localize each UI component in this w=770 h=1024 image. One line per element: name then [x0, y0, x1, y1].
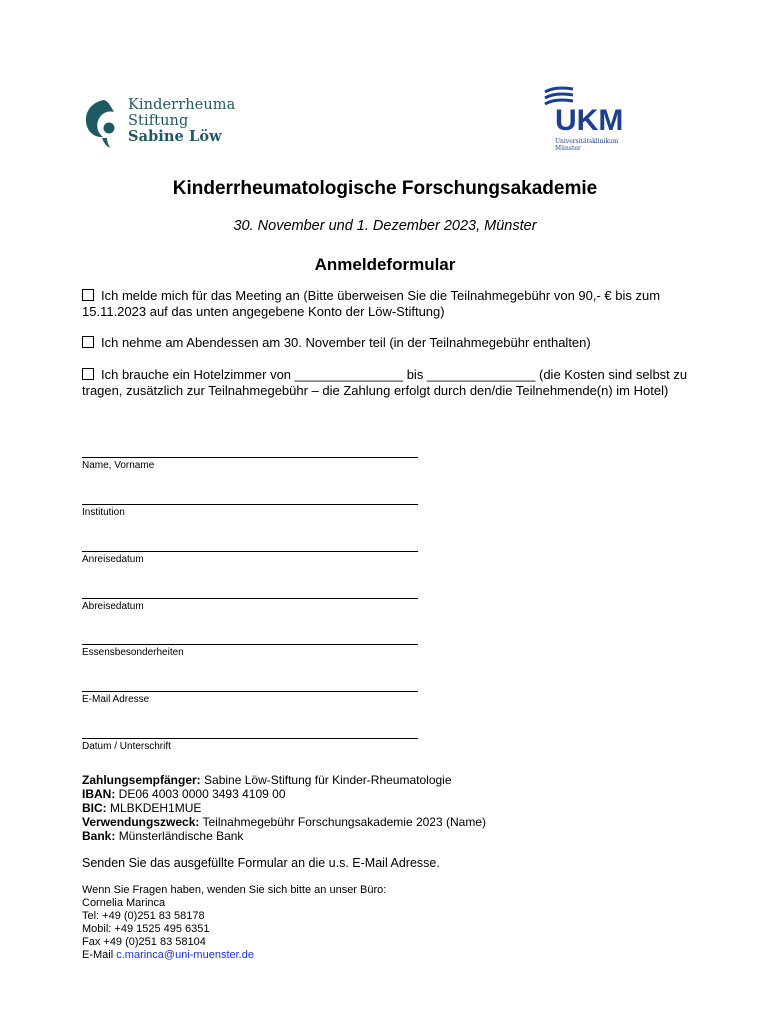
- option-hotel-text: Ich brauche ein Hotelzimmer von _______________ bis _______________ (die Kosten sind selbst zu tragen, zusätzlich zur Teilnahmegebühr – die Zahlung erfolgt durch den/die Teilnehmende(n) im Hotel): [82, 367, 688, 398]
- payment-purpose-value: Teilnahmegebühr Forschungsakademie 2023 (Name): [202, 815, 486, 829]
- logo-line-3: Sabine Löw: [128, 128, 222, 145]
- payment-purpose-label: Verwendungszweck:: [82, 815, 200, 829]
- payment-recipient: [82, 773, 702, 787]
- contact-name: Cornelia Marinca: [82, 897, 166, 909]
- field-signature: [82, 738, 418, 752]
- logo-line-1: Kinderrheuma: [128, 97, 236, 113]
- signature-input-line[interactable]: [82, 738, 418, 739]
- ukm-sub-line-1: Universitätsklinikum: [555, 138, 619, 145]
- payment-bank: [82, 829, 702, 843]
- field-label: Anreisedatum: [82, 554, 144, 565]
- contact-intro: Wenn Sie Fragen haben, wenden Sie sich bitte an unser Büro:: [82, 884, 387, 896]
- institution-input-line[interactable]: [82, 504, 418, 505]
- ukm-sub-line-2: Münster: [555, 145, 581, 152]
- payment-recipient-label: Zahlungsempfänger:: [82, 773, 201, 787]
- field-name: [82, 457, 418, 471]
- dietary-input-line[interactable]: [82, 644, 418, 645]
- contact-fax: Fax +49 (0)251 83 58104: [82, 936, 206, 948]
- email-input-line[interactable]: [82, 691, 418, 692]
- option-hotel: [82, 367, 692, 399]
- payment-iban-value: DE06 4003 0000 3493 4109 00: [118, 787, 286, 801]
- payment-iban-label: IBAN:: [82, 787, 116, 801]
- payment-bic: [82, 801, 702, 815]
- contact-mobile: Mobil: +49 1525 495 6351: [82, 923, 210, 935]
- payment-bank-label: Bank:: [82, 829, 116, 843]
- ukm-wordmark: UKM: [555, 104, 624, 137]
- option-meeting-text: Ich melde mich für das Meeting an (Bitte überweisen Sie die Teilnahmegebühr von 90,- € bis zum 15.11.2023 auf das unten angegebene Konto der Löw-Stiftung): [82, 288, 661, 319]
- contact-email-row: [82, 949, 386, 962]
- field-label: E-Mail Adresse: [82, 694, 150, 705]
- contact-email-label: E-Mail: [82, 949, 114, 961]
- dinner-checkbox[interactable]: [82, 336, 94, 348]
- name-input-line[interactable]: [82, 457, 418, 458]
- field-departure: [82, 598, 418, 612]
- payment-bic-label: BIC:: [82, 801, 107, 815]
- page-title: Kinderrheumatologische Forschungsakademie: [172, 178, 598, 199]
- payment-purpose: [82, 815, 702, 829]
- contact-tel: Tel: +49 (0)251 83 58178: [82, 910, 205, 922]
- field-label: Name, Vorname: [82, 460, 155, 471]
- send-note: Senden Sie das ausgefüllte Formular an die u.s. E-Mail Adresse.: [82, 856, 440, 870]
- payment-info: [82, 773, 702, 843]
- contact-email-link[interactable]: c.marinca@uni-muenster.de: [116, 949, 254, 961]
- field-institution: [82, 504, 418, 518]
- payment-recipient-value: Sabine Löw-Stiftung für Kinder-Rheumatologie: [204, 773, 452, 787]
- kinderrheuma-logo: [82, 98, 242, 150]
- event-date: 30. November und 1. Dezember 2023, Münster: [233, 218, 537, 234]
- hotel-checkbox[interactable]: [82, 368, 94, 380]
- kinderrheuma-logo-mark-icon: [82, 98, 126, 150]
- logo-line-2: Stiftung: [128, 112, 189, 129]
- field-label: Datum / Unterschrift: [82, 741, 171, 752]
- field-label: Institution: [82, 507, 125, 518]
- payment-bic-value: MLBKDEH1MUE: [110, 801, 202, 815]
- form-title: Anmeldeformular: [314, 255, 456, 274]
- option-meeting: [82, 288, 692, 320]
- field-label: Essensbesonderheiten: [82, 647, 184, 658]
- field-email: [82, 691, 418, 705]
- contact-block: [82, 884, 386, 962]
- payment-bank-value: Münsterländische Bank: [118, 829, 244, 843]
- option-dinner: [82, 335, 692, 351]
- ukm-logo: [541, 86, 631, 154]
- field-arrival: [82, 551, 418, 565]
- option-dinner-text: Ich nehme am Abendessen am 30. November teil (in der Teilnahmegebühr enthalten): [101, 335, 591, 350]
- field-dietary: [82, 644, 418, 658]
- field-label: Abreisedatum: [82, 601, 144, 612]
- departure-input-line[interactable]: [82, 598, 418, 599]
- arrival-input-line[interactable]: [82, 551, 418, 552]
- payment-iban: [82, 787, 702, 801]
- meeting-checkbox[interactable]: [82, 289, 94, 301]
